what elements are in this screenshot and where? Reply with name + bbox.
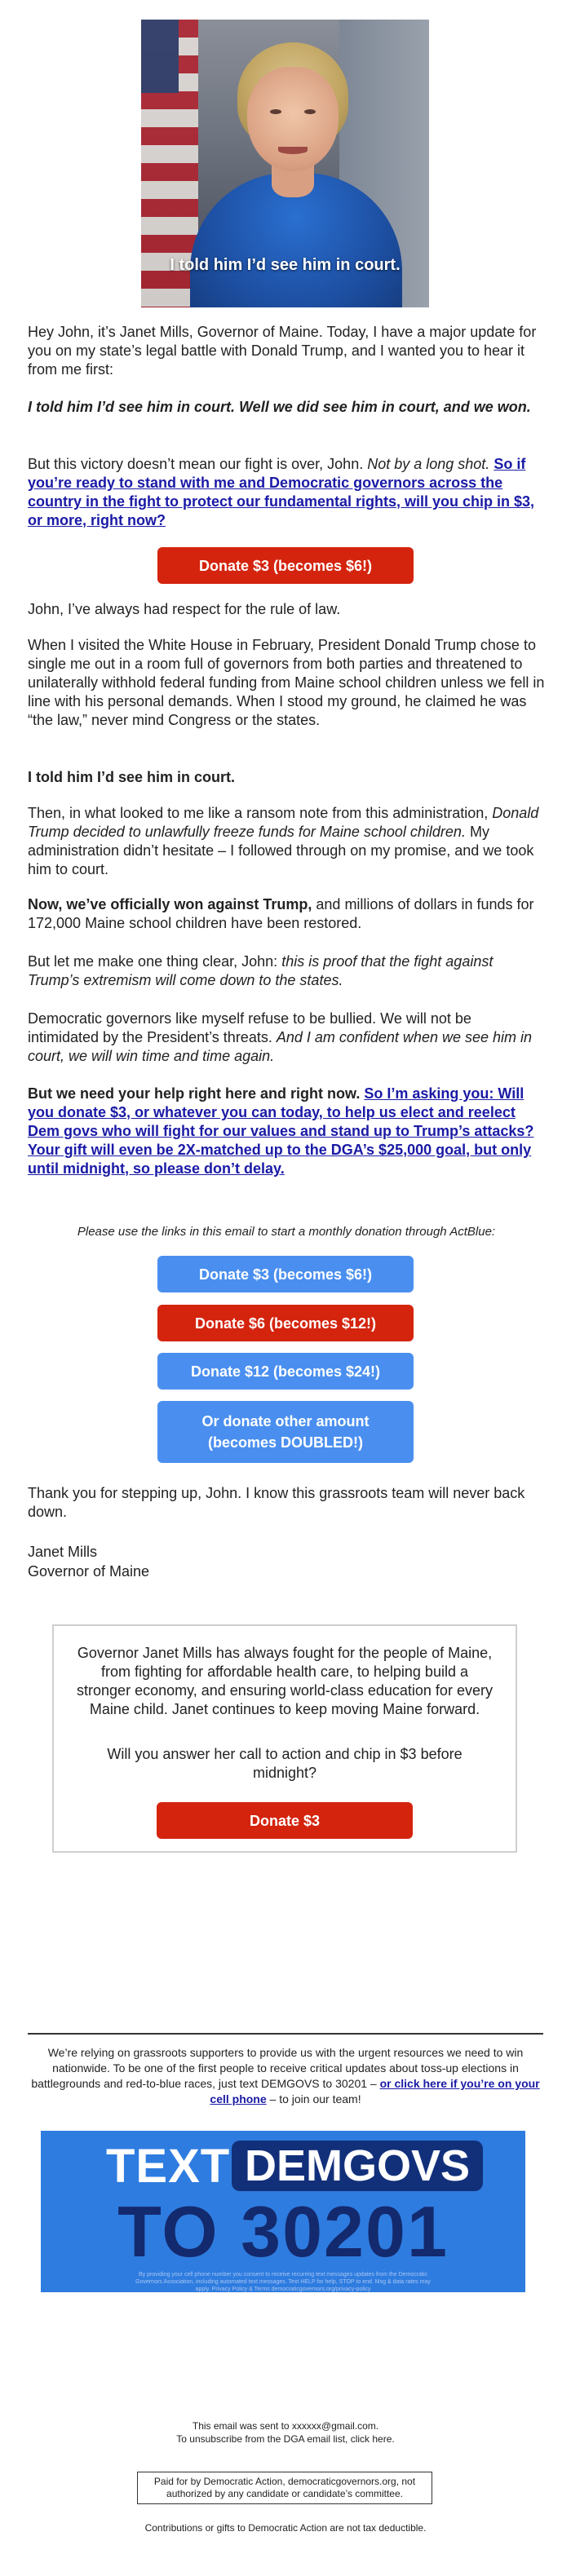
court-paragraph: I told him I’d see him in court. Well we did see him in court, and we won. (28, 399, 531, 415)
ransom-paragraph: Then, in what looked to me like a ransom note from this administration, Donald Trump decided to unlawfully freeze funds for Maine school children. My administration didn’t hesitate – I followed through on my promise, and we took him to court. (28, 805, 539, 877)
divider (28, 2033, 543, 2035)
monthly-note: Please use the links in this email to start a monthly donation through ActBlue: (77, 1225, 496, 1239)
states-paragraph: But let me make one thing clear, John: this is proof that the fight against Trump’s extremism will come down to the states. (28, 953, 494, 988)
callout-text: Governor Janet Mills has always fought for the people of Maine, from fighting for affordable health care, to helping build a stronger economy, and ensuring world-class education for every Maine child. Janet continues to keep moving Maine forward. (77, 1645, 493, 1717)
rule-of-law-paragraph: John, I’ve always had respect for the rule of law. (28, 601, 341, 617)
donate-3-button[interactable]: Donate $3 (becomes $6!) (157, 547, 414, 584)
victory-paragraph: But this victory doesn’t mean our fight is over, John. Not by a long shot. So if you’re ready to stand with me and Democratic governors across the country in the fight to protect our fundamental rights, will you chip in $3, or more, right now? (28, 456, 535, 528)
tax-note: Contributions or gifts to Democratic Action are not tax deductible. (144, 2522, 427, 2534)
bullied-paragraph: Democratic governors like myself refuse to be bullied. We will not be intimidated by the President’s threats. And I am confident when we see him in court, we will win time and time again. (28, 1010, 533, 1064)
promo-keyword: DEMGOVS (232, 2141, 483, 2191)
won-paragraph: Now, we’ve officially won against Trump, and millions of dollars in funds for 172,000 Maine school children have been restored. (28, 896, 534, 931)
hero-caption: I told him I’d see him in court. (170, 256, 401, 274)
donate-12-button[interactable]: Donate $12 (becomes $24!) (157, 1353, 414, 1390)
ask-donate-link[interactable]: So I’m asking you: Will you donate $3, or whatever you can today, to help us elect and reelect Dem govs who will fight for our values and stand up to Trump’s attacks? Your gift will even be 2X-matched up to the DGA’s $25,000 goal, but only until midnight, so please don’t delay. (28, 1085, 534, 1177)
portrait-face (247, 67, 339, 171)
donate-other-button[interactable]: Or donate other amount (becomes DOUBLED!) (157, 1401, 414, 1463)
callout-donate-button[interactable]: Donate $3 (157, 1802, 413, 1839)
signature-title: Governor of Maine (28, 1563, 150, 1580)
intro-paragraph: Hey John, it’s Janet Mills, Governor of Maine. Today, I have a major update for you on my state’s legal battle with Donald Trump, and I wanted you to hear it from me first: (28, 324, 537, 378)
chip-in-link[interactable]: So if you’re ready to stand with me and Democratic governors across the country in the fight to protect our fundamental rights, will you chip in $3, or more, right now? (28, 456, 535, 528)
donate-3-blue-button[interactable]: Donate $3 (becomes $6!) (157, 1256, 414, 1292)
white-house-paragraph: When I visited the White House in February, President Donald Trump chose to single me out in a room full of governors from both parties and threatened to unilaterally withhold federal funding from Maine school children unless we fell in line with his personal demands. When I stood my ground, he claimed he was “the law,” never mind Congress or the states. (28, 637, 545, 728)
donate-6-button[interactable]: Donate $6 (becomes $12!) (157, 1305, 414, 1341)
court-statement: I told him I’d see him in court. (28, 769, 236, 785)
hero-image[interactable] (141, 20, 429, 307)
callout-ask: Will you answer her call to action and chip in $3 before midnight? (107, 1746, 463, 1781)
ask-paragraph: But we need your help right here and right now. So I’m asking you: Will you donate $3, or whatever you can today, to help us elect and reelect Dem govs who will fight for our values and stand up to Trump’s attacks? Your gift will even be 2X-matched up to the DGA’s $25,000 goal, but only until midnight, so please don’t delay. (28, 1085, 534, 1177)
paid-for-box: Paid for by Democratic Action, democraticgovernors.org, not authorized by any candidate or candidate’s committee. (137, 2472, 432, 2504)
thanks-paragraph: Thank you for stepping up, John. I know this grassroots team will never back down. (28, 1485, 525, 1520)
callout-box (52, 1624, 517, 1853)
promo-text-word: TEXT (106, 2140, 231, 2193)
promo-fine-print: By providing your cell phone number you consent to receive recurring text messages updates from the Democratic Governors Association, including automated text messages. Text HELP for help, STOP to end. Msg & data rates may apply. Privacy Policy & Terms democraticgovernors.org/privacy-policy (135, 2272, 431, 2292)
sent-to-text: This email was sent to xxxxxx@gmail.com. (192, 2420, 379, 2432)
grassroots-paragraph: We’re relying on grassroots supporters to provide us with the urgent resources we need to win nationwide. To be one of the first people to receive critical updates about toss-up elections in battlegrounds and red-to-blue races, just text DEMGOVS to 30201 – or click here if you’re on your cell phone – to join our team! (31, 2046, 540, 2105)
cell-phone-link[interactable]: or click here if you’re on your cell phone (210, 2077, 540, 2105)
promo-number: TO 30201 (117, 2191, 449, 2272)
unsubscribe-link[interactable]: To unsubscribe from the DGA email list, click here. (176, 2433, 395, 2445)
text-demgovs-banner[interactable] (41, 2131, 525, 2292)
signature-name: Janet Mills (28, 1544, 98, 1560)
